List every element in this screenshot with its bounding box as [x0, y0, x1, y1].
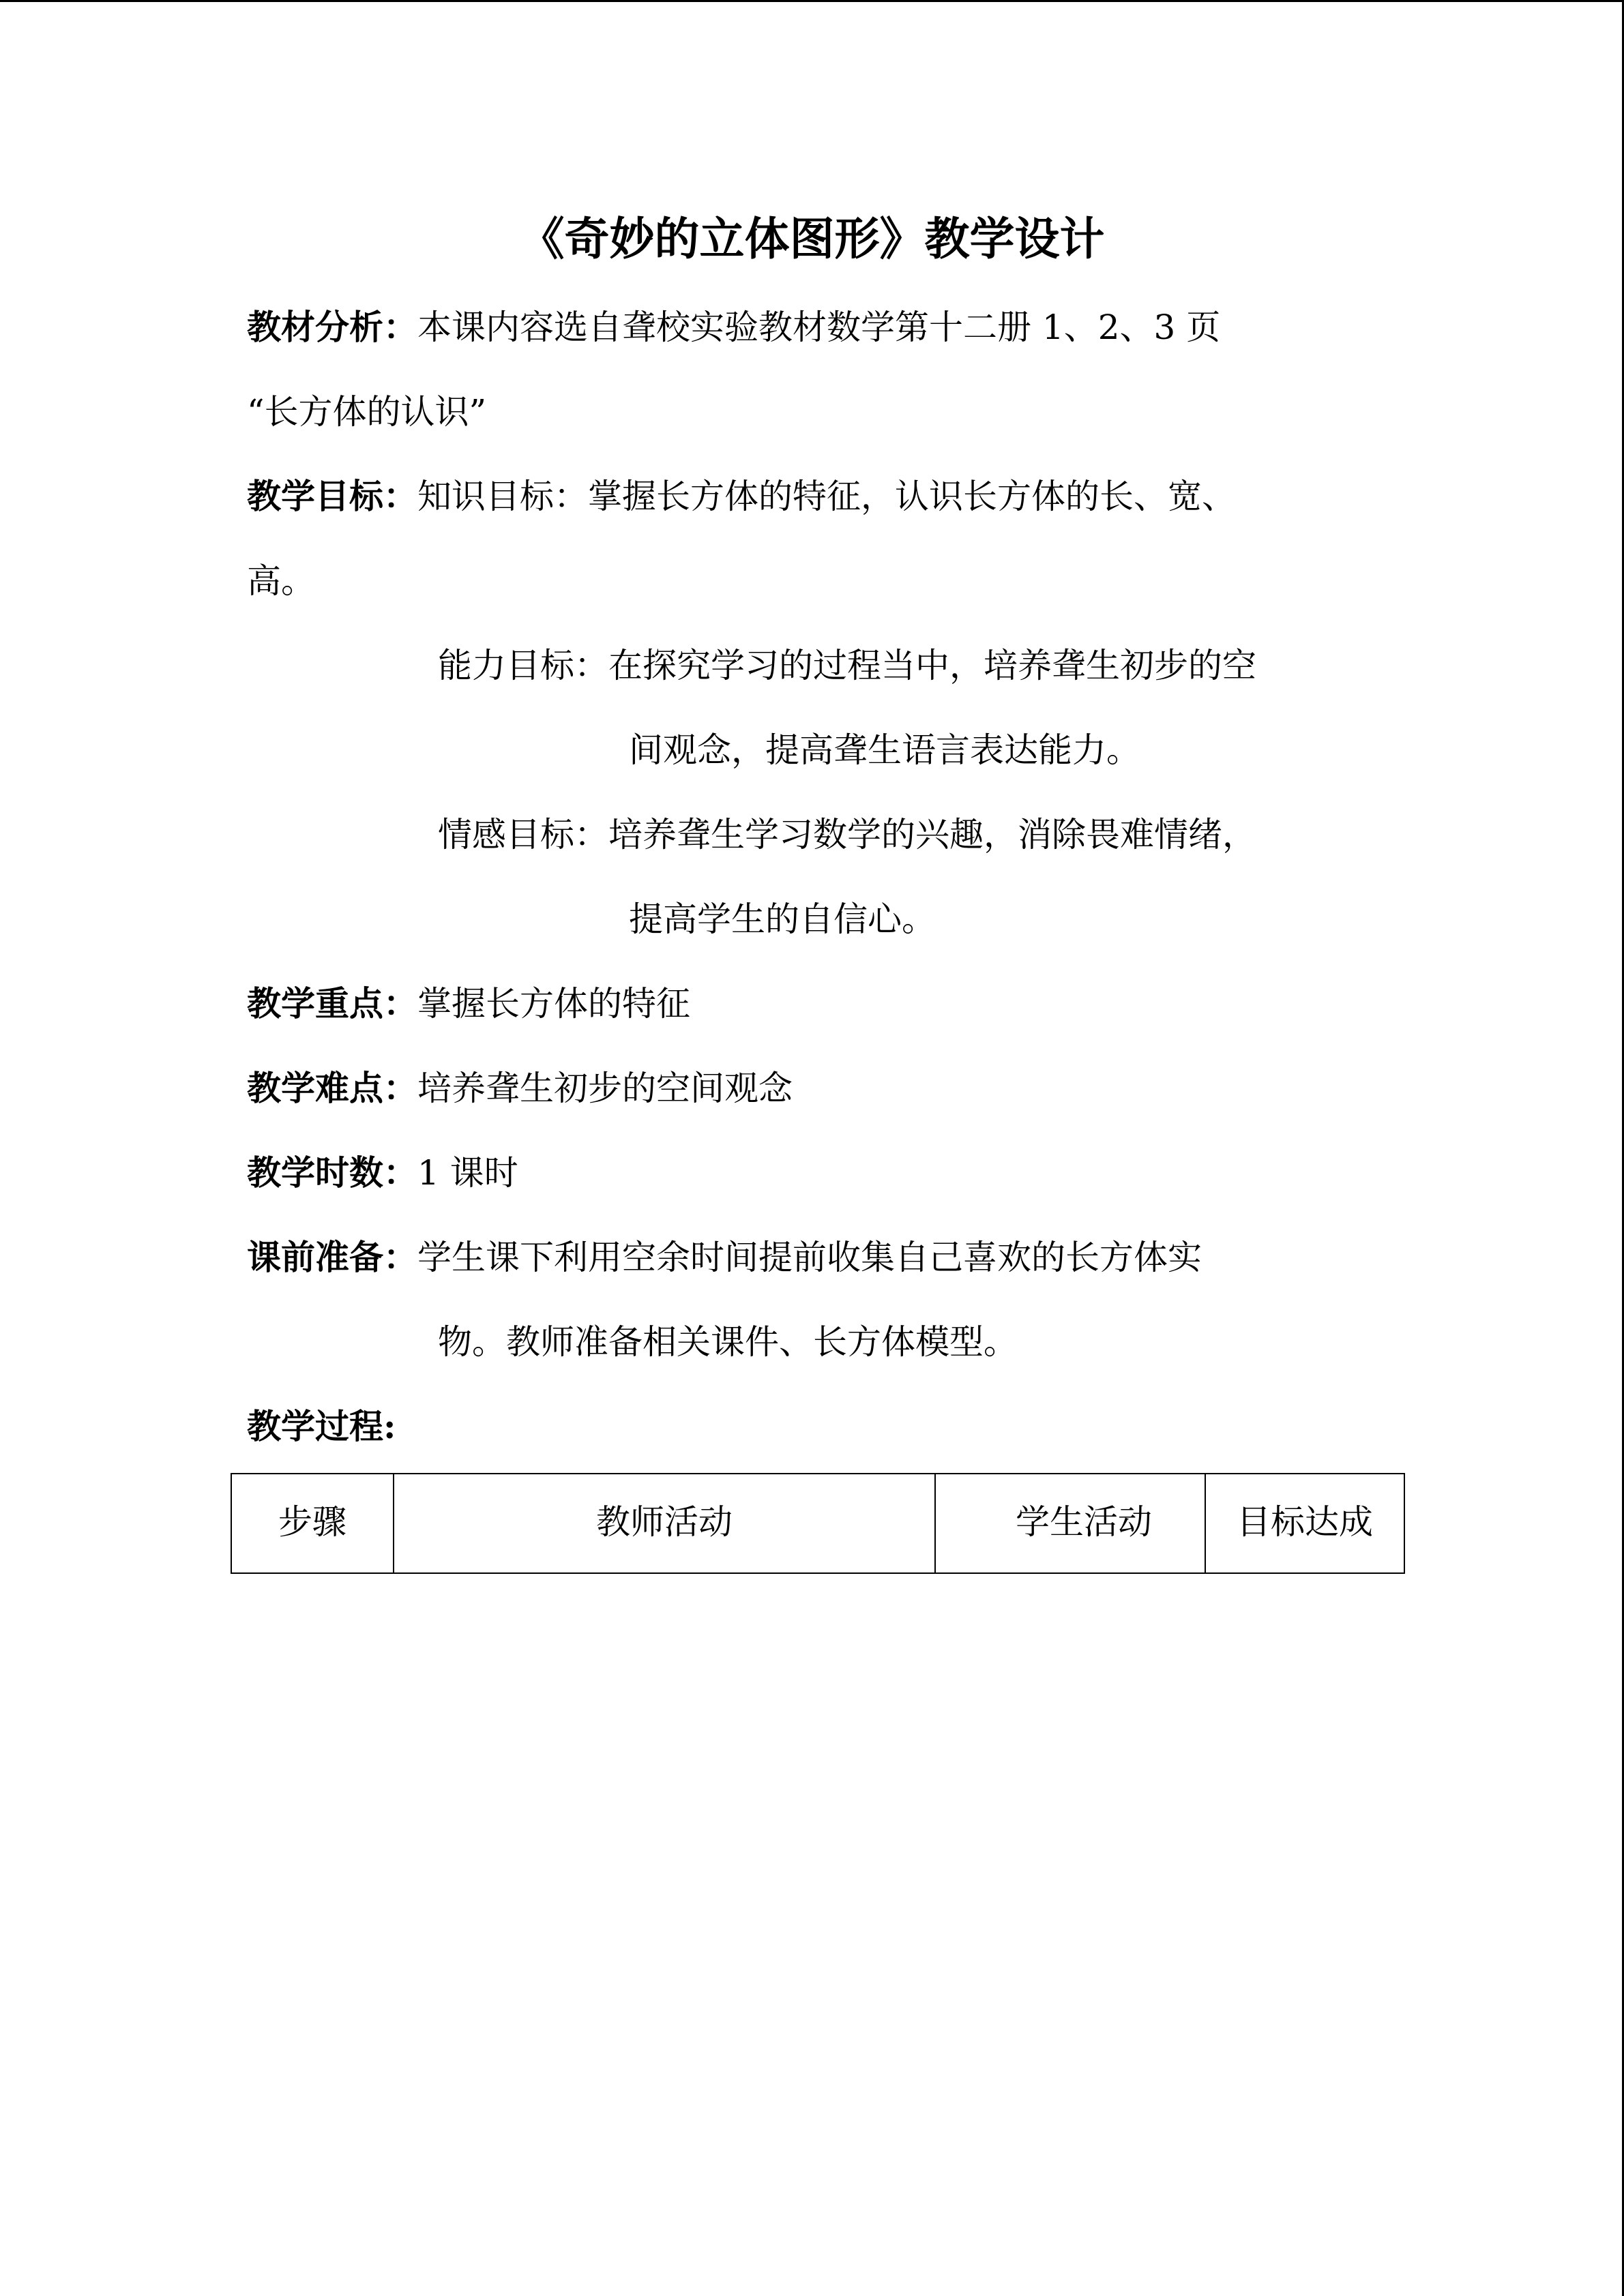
preparation-text: 学生课下利用空余时间提前收集自己喜欢的长方体实 — [417, 1238, 1202, 1277]
header-student-activity: 学生活动 — [935, 1474, 1205, 1573]
ability-goal-line2: 间观念，提高聋生语言表达能力。 — [629, 730, 1140, 770]
process-label: 教学过程: — [247, 1406, 396, 1446]
process-table — [231, 1473, 1405, 1574]
emotion-goal-label: 情感目标： — [438, 815, 608, 854]
page-border-top — [0, 0, 1624, 2]
ability-goal-text: 在探究学习的过程当中，培养聋生初步的空 — [608, 646, 1256, 685]
hours-label: 教学时数： — [247, 1152, 417, 1193]
emotion-goal-text: 培养聋生学习数学的兴趣，消除畏难情绪， — [608, 815, 1256, 854]
preparation-line1 — [247, 1230, 1202, 1285]
hours-text: 1 课时 — [417, 1153, 518, 1193]
key-point-text: 掌握长方体的特征 — [417, 984, 690, 1024]
header-goal-achievement: 目标达成 — [1205, 1474, 1404, 1573]
knowledge-goal-line2: 高。 — [247, 561, 315, 601]
document-title: 《奇妙的立体图形》教学设计 — [519, 212, 1105, 265]
material-analysis-text: 本课内容选自聋校实验教材数学第十二册 1、2、3 页 — [417, 308, 1221, 347]
header-step: 步骤 — [231, 1474, 394, 1573]
emotion-goal-line1 — [438, 807, 1256, 862]
material-analysis-line2: “长方体的认识” — [247, 392, 487, 432]
knowledge-goal-line1 — [247, 469, 1236, 524]
ability-goal-label: 能力目标： — [438, 646, 608, 685]
key-point-line — [247, 976, 690, 1031]
material-analysis-line1 — [247, 300, 1220, 355]
difficulty-text: 培养聋生初步的空间观念 — [417, 1069, 793, 1108]
teaching-goals-label: 教学目标： — [247, 476, 417, 516]
knowledge-goal-text: 掌握长方体的特征，认识长方体的长、宽、 — [588, 477, 1236, 516]
hours-line — [247, 1146, 518, 1200]
process-table-header-row — [231, 1474, 1404, 1573]
knowledge-goal-label: 知识目标： — [417, 477, 588, 516]
preparation-label: 课前准备： — [247, 1237, 417, 1277]
key-point-label: 教学重点： — [247, 983, 417, 1024]
ability-goal-line1 — [438, 638, 1256, 693]
material-analysis-label: 教材分析： — [247, 307, 417, 347]
difficulty-line — [247, 1061, 793, 1116]
difficulty-label: 教学难点： — [247, 1068, 417, 1108]
header-teacher-activity: 教师活动 — [394, 1474, 935, 1573]
preparation-line2: 物。教师准备相关课件、长方体模型。 — [438, 1322, 1018, 1362]
emotion-goal-line2: 提高学生的自信心。 — [629, 899, 936, 939]
